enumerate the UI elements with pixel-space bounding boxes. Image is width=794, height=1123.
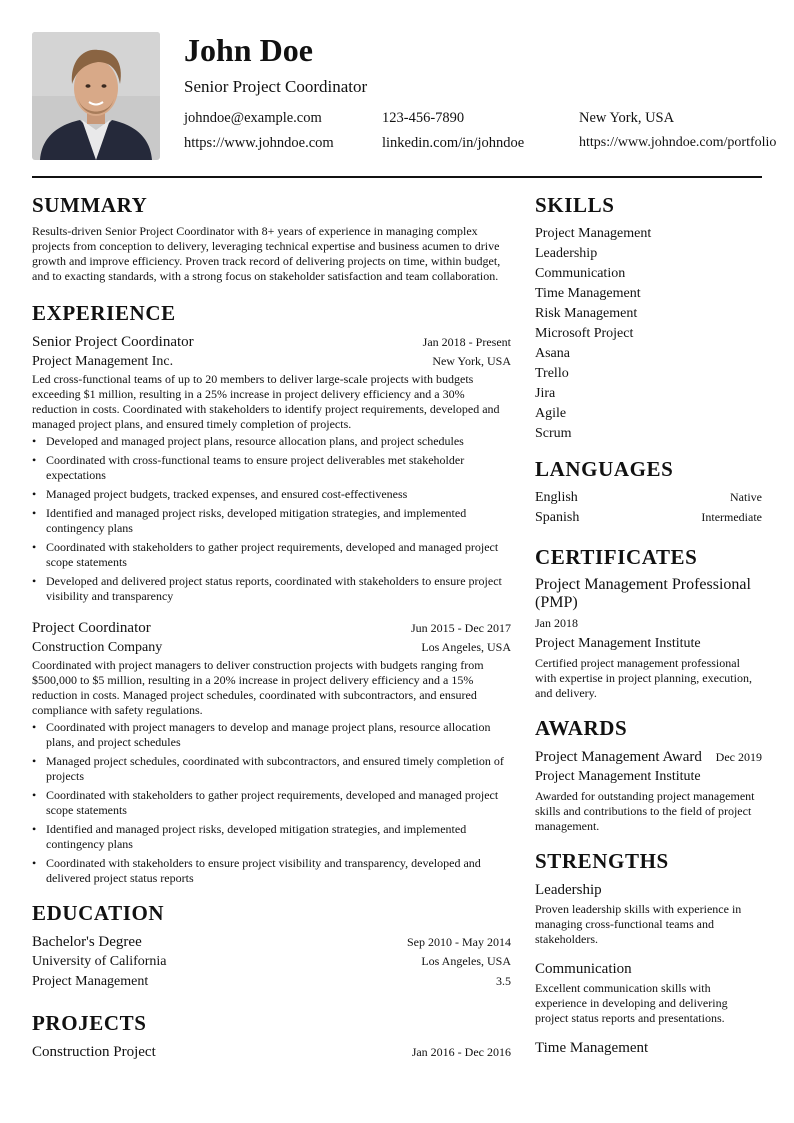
job-bullet: • Developed and managed project plans, resource allocation plans, and project schedules	[32, 434, 511, 449]
strength-item	[535, 1038, 762, 1058]
skill-item: Time Management	[535, 286, 641, 301]
language-name: Spanish	[535, 510, 580, 525]
language-item	[535, 488, 762, 508]
education-school: University of California	[32, 954, 167, 969]
education-dates: Sep 2010 - May 2014	[407, 935, 511, 949]
education-heading: EDUCATION	[32, 901, 165, 925]
awards-section	[535, 715, 762, 834]
side-column	[535, 192, 762, 1060]
skill-item: Scrum	[535, 426, 572, 441]
job-bullet: • Identified and managed project risks, developed mitigation strategies, and implemented contingency plans	[32, 506, 511, 536]
job-role: Senior Project Coordinator	[32, 334, 194, 350]
certificate-description: Certified project management professional with expertise in project planning, execution, and delivery.	[535, 656, 752, 700]
contact-portfolio[interactable]: https://www.johndoe.com/portfolio	[579, 135, 777, 150]
header-divider	[32, 176, 762, 178]
skill-item: Agile	[535, 406, 567, 421]
candidate-title: Senior Project Coordinator	[184, 77, 368, 96]
job-entry	[32, 618, 511, 886]
education-field: Project Management	[32, 974, 149, 989]
certificates-heading: CERTIFICATES	[535, 545, 698, 569]
contact-linkedin[interactable]: linkedin.com/in/johndoe	[382, 135, 525, 151]
skills-section	[535, 192, 762, 444]
job-location: New York, USA	[432, 354, 511, 368]
strength-name: Leadership	[535, 882, 602, 898]
languages-heading: LANGUAGES	[535, 457, 674, 481]
certificates-section	[535, 544, 762, 701]
profile-photo	[32, 32, 160, 160]
job-bullet: • Coordinated with stakeholders to ensure project visibility and transparency, developed and delivered project status reports	[32, 856, 511, 886]
contact-email[interactable]: johndoe@example.com	[184, 110, 322, 126]
project-item	[32, 1042, 511, 1062]
contact-location: New York, USA	[579, 110, 675, 126]
strength-item	[535, 959, 762, 1026]
project-name: Construction Project	[32, 1044, 156, 1060]
experience-heading: EXPERIENCE	[32, 301, 176, 325]
strengths-heading: STRENGTHS	[535, 849, 669, 873]
job-company: Project Management Inc.	[32, 354, 174, 369]
education-location: Los Angeles, USA	[421, 954, 511, 968]
job-bullets	[32, 434, 511, 604]
strength-item	[535, 880, 762, 947]
language-item	[535, 508, 762, 528]
main-column	[32, 192, 511, 1062]
job-bullet: • Coordinated with project managers to develop and manage project plans, resource allocation plans, and project schedules	[32, 720, 511, 750]
language-level: Native	[730, 490, 762, 504]
job-company: Construction Company	[32, 640, 163, 655]
job-description: Coordinated with project managers to deliver construction projects with budgets ranging from $500,000 to $5 million, resulting in a 20% increase in project delivery efficiency and a 15% reduction in costs. Managed project schedules, coordinated with subcontractors, and ensured compliance with safety regulations.	[32, 658, 484, 717]
candidate-name: John Doe	[184, 32, 313, 68]
job-bullets	[32, 720, 511, 886]
certificate-date: Jan 2018	[535, 616, 578, 630]
skill-item: Microsoft Project	[535, 326, 634, 341]
job-dates: Jun 2015 - Dec 2017	[411, 621, 511, 635]
education-degree: Bachelor's Degree	[32, 934, 142, 950]
job-dates: Jan 2018 - Present	[422, 335, 511, 349]
contact-phone[interactable]: 123-456-7890	[382, 110, 465, 126]
skill-item: Asana	[535, 346, 570, 361]
job-bullet: • Coordinated with cross-functional teams to ensure project deliverables met stakeholder expectations	[32, 453, 511, 483]
awards-heading: AWARDS	[535, 716, 628, 740]
skill-item: Project Management	[535, 226, 652, 241]
job-bullet: • Identified and managed project risks, developed mitigation strategies, and implemented contingency plans	[32, 822, 511, 852]
education-gpa: 3.5	[496, 974, 511, 988]
contact-website[interactable]: https://www.johndoe.com	[184, 135, 334, 151]
skill-item: Trello	[535, 366, 569, 381]
job-description: Led cross-functional teams of up to 20 members to deliver large-scale projects with budgets exceeding $1 million, resulting in a 25% increase in project delivery efficiency and a 30% reduction in costs. Coordinated with stakeholders to identify project requirements, developed and managed project plans, and ensured timely completion of projects.	[32, 372, 500, 431]
language-name: English	[535, 490, 578, 505]
language-level: Intermediate	[701, 510, 762, 524]
summary-heading: SUMMARY	[32, 193, 148, 217]
job-entry	[32, 332, 511, 604]
skill-item: Leadership	[535, 246, 598, 261]
languages-section	[535, 456, 762, 528]
skills-heading: SKILLS	[535, 193, 615, 217]
certificate-issuer: Project Management Institute	[535, 636, 701, 651]
strength-description: Proven leadership skills with experience in managing cross-functional teams and stakeholders.	[535, 902, 742, 946]
job-bullet: • Developed and delivered project status reports, coordinated with stakeholders to ensure project visibility and transparency	[32, 574, 511, 604]
award-description: Awarded for outstanding project management skills and contributions to the field of project management.	[535, 789, 755, 833]
award-date: Dec 2019	[715, 750, 762, 764]
award-name: Project Management Award	[535, 749, 702, 765]
job-bullet: • Managed project schedules, coordinated with subcontractors, and ensured timely completion of projects	[32, 754, 511, 784]
job-location: Los Angeles, USA	[421, 640, 511, 654]
skill-item: Jira	[535, 386, 556, 401]
job-bullet: • Coordinated with stakeholders to gather project requirements, developed and managed project scope statements	[32, 788, 511, 818]
strength-name: Time Management	[535, 1040, 649, 1056]
strength-name: Communication	[535, 961, 632, 977]
job-bullet: • Managed project budgets, tracked expenses, and ensured cost-effectiveness	[32, 487, 511, 502]
skill-item: Risk Management	[535, 306, 638, 321]
certificate-name: Project Management Professional (PMP)	[535, 576, 751, 611]
projects-section	[32, 1010, 511, 1062]
summary-text: Results-driven Senior Project Coordinator with 8+ years of experience in managing complex projects from conception to delivery, leveraging technical expertise and business acumen to drive growth and improve efficiency. Proven track record of delivering projects on time, within budget, and to exacting standards, with a strong focus on stakeholder satisfaction and team collaboration.	[32, 224, 501, 283]
job-bullet: • Coordinated with stakeholders to gather project requirements, developed and managed project scope statements	[32, 540, 511, 570]
project-dates: Jan 2016 - Dec 2016	[411, 1045, 511, 1059]
award-issuer: Project Management Institute	[535, 769, 701, 784]
skill-item: Communication	[535, 266, 626, 281]
resume-header	[32, 32, 777, 160]
education-section	[32, 900, 511, 992]
job-role: Project Coordinator	[32, 620, 151, 636]
projects-heading: PROJECTS	[32, 1011, 147, 1035]
summary-section	[32, 192, 511, 284]
strength-description: Excellent communication skills with experience in developing and delivering project status reports and presentations.	[535, 981, 728, 1025]
experience-section	[32, 300, 511, 886]
strengths-section	[535, 848, 762, 1058]
